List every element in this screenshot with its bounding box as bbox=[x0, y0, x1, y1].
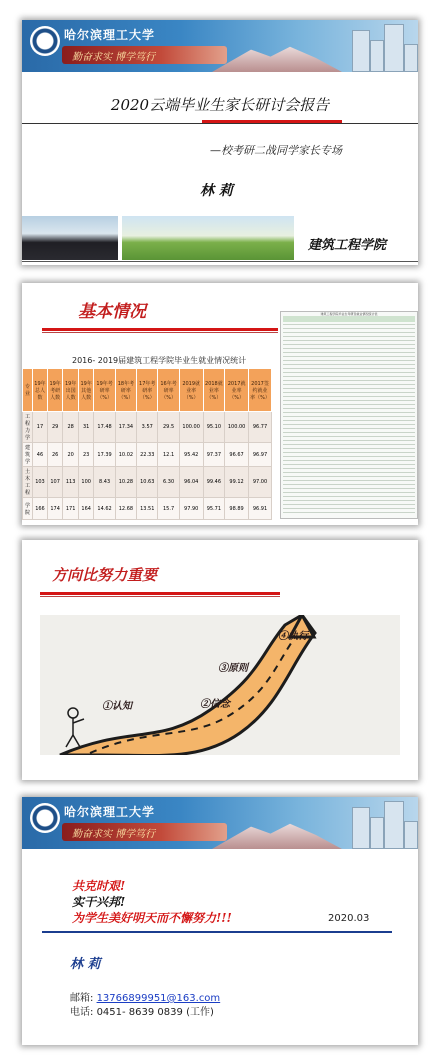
table-cell: 26 bbox=[47, 443, 63, 467]
table-cell: 98.89 bbox=[225, 498, 249, 520]
building-graphic bbox=[352, 807, 370, 849]
building-graphic bbox=[404, 821, 418, 849]
spreadsheet-row bbox=[283, 348, 415, 349]
cover-bottom-line bbox=[22, 261, 418, 262]
table-cell: 22.33 bbox=[137, 443, 158, 467]
building-graphic bbox=[384, 24, 404, 72]
graduates-photo bbox=[22, 216, 118, 260]
report-title: 2020云端毕业生家长研讨会报告 bbox=[110, 96, 330, 114]
university-motto: 勤奋求实 博学笃行 bbox=[72, 829, 156, 840]
table-cell: 97.00 bbox=[249, 467, 272, 498]
col-header: 专业 bbox=[23, 369, 33, 412]
table-cell: 164 bbox=[78, 498, 94, 520]
col-header: 19年考研人数 bbox=[47, 369, 63, 412]
step-principle: ③原则 bbox=[218, 663, 248, 674]
table-cell: 10.02 bbox=[115, 443, 136, 467]
spreadsheet-header bbox=[283, 316, 415, 322]
table-cell: 学院 bbox=[23, 498, 33, 520]
step-belief: ②信念 bbox=[200, 699, 230, 710]
spreadsheet-row bbox=[283, 328, 415, 329]
header-banner bbox=[22, 20, 418, 72]
road-illustration bbox=[40, 615, 400, 755]
heading-underline-red bbox=[40, 592, 280, 595]
table-cell: 95.10 bbox=[203, 412, 225, 443]
spreadsheet-row bbox=[283, 452, 415, 453]
table-cell: 20 bbox=[63, 443, 79, 467]
report-date: 2020.03 bbox=[328, 913, 370, 924]
spreadsheet-row bbox=[283, 412, 415, 413]
spreadsheet-row bbox=[283, 396, 415, 397]
mountain-graphic bbox=[212, 821, 342, 849]
author-name: 林 莉 bbox=[70, 957, 101, 972]
employment-stats-table bbox=[22, 368, 272, 520]
spreadsheet-row bbox=[283, 448, 415, 449]
table-cell: 174 bbox=[47, 498, 63, 520]
table-cell: 96.77 bbox=[249, 412, 272, 443]
table-row bbox=[23, 498, 272, 520]
table-cell: 99.12 bbox=[225, 467, 249, 498]
table-cell: 8.43 bbox=[94, 467, 115, 498]
col-header: 16年考研率（%） bbox=[158, 369, 179, 412]
building-graphic bbox=[404, 44, 418, 72]
spreadsheet-title: 建筑工程学院毕业生考研及就业情况统计表 bbox=[320, 312, 378, 316]
spreadsheet-row bbox=[283, 408, 415, 409]
table-cell: 103 bbox=[33, 467, 48, 498]
spreadsheet-row bbox=[283, 480, 415, 481]
section-heading: 方向比努力重要 bbox=[52, 566, 158, 584]
spreadsheet-row bbox=[283, 488, 415, 489]
table-cell: 13.51 bbox=[137, 498, 158, 520]
email-link[interactable]: 13766899951@163.com bbox=[96, 993, 221, 1004]
slide-closing bbox=[22, 797, 418, 1045]
university-logo-icon bbox=[30, 803, 60, 833]
table-row bbox=[23, 412, 272, 443]
author-name: 林 莉 bbox=[200, 183, 233, 199]
col-header: 19年考研率（%） bbox=[94, 369, 115, 412]
table-cell: 10.28 bbox=[115, 467, 136, 498]
col-header: 19年出国人数 bbox=[63, 369, 79, 412]
college-name: 建筑工程学院 bbox=[308, 238, 387, 253]
spreadsheet-row bbox=[283, 492, 415, 493]
slogan-line-1: 共克时艰! bbox=[72, 879, 126, 893]
spreadsheet-row bbox=[283, 336, 415, 337]
spreadsheet-row bbox=[283, 392, 415, 393]
spreadsheet-row bbox=[283, 368, 415, 369]
closing-divider bbox=[42, 931, 392, 933]
spreadsheet-row bbox=[283, 420, 415, 421]
building-graphic bbox=[384, 801, 404, 849]
spreadsheet-row bbox=[283, 464, 415, 465]
slide-direction bbox=[22, 540, 418, 780]
step-execution: ④执行 bbox=[278, 631, 308, 642]
col-header: 2018就业率（%） bbox=[203, 369, 225, 412]
spreadsheet-row bbox=[283, 468, 415, 469]
table-header-row bbox=[23, 369, 272, 412]
table-cell: 96.67 bbox=[225, 443, 249, 467]
table-cell: 113 bbox=[63, 467, 79, 498]
col-header: 2017签约就业率（%） bbox=[249, 369, 272, 412]
spreadsheet-row bbox=[283, 416, 415, 417]
table-cell: 17.48 bbox=[94, 412, 115, 443]
col-header: 2017就业率（%） bbox=[225, 369, 249, 412]
spreadsheet-row bbox=[283, 344, 415, 345]
mountain-graphic bbox=[212, 44, 342, 72]
table-cell: 17.34 bbox=[115, 412, 136, 443]
spreadsheet-row bbox=[283, 360, 415, 361]
col-header: 19年总人数 bbox=[33, 369, 48, 412]
report-subtitle: —校考研二战同学家长专场 bbox=[210, 144, 342, 157]
table-cell: 土木工程 bbox=[23, 467, 33, 498]
col-header: 18年考研率（%） bbox=[115, 369, 136, 412]
spreadsheet-row bbox=[283, 512, 415, 513]
spreadsheet-row bbox=[283, 508, 415, 509]
spreadsheet-row bbox=[283, 384, 415, 385]
table-cell: 31 bbox=[78, 412, 94, 443]
spreadsheet-row bbox=[283, 364, 415, 365]
spreadsheet-row bbox=[283, 460, 415, 461]
spreadsheet-row bbox=[283, 444, 415, 445]
spreadsheet-row bbox=[283, 476, 415, 477]
winding-road-graphic bbox=[40, 615, 400, 755]
step-cognition: ①认知 bbox=[102, 701, 132, 712]
table-cell: 95.71 bbox=[203, 498, 225, 520]
phone-note: (工作) bbox=[186, 1007, 214, 1018]
detail-spreadsheet-thumbnail bbox=[280, 311, 418, 519]
spreadsheet-row bbox=[283, 356, 415, 357]
header-banner bbox=[22, 797, 418, 849]
university-name: 哈尔滨理工大学 bbox=[64, 28, 156, 42]
table-cell: 17 bbox=[33, 412, 48, 443]
spreadsheet-row bbox=[283, 456, 415, 457]
email-line bbox=[70, 989, 220, 1004]
table-cell: 96.91 bbox=[249, 498, 272, 520]
slogan-line-2: 实干兴邦! bbox=[72, 895, 126, 909]
email-label: 邮箱: bbox=[70, 993, 94, 1004]
col-header: 19年其他人数 bbox=[78, 369, 94, 412]
spreadsheet-row bbox=[283, 400, 415, 401]
table-cell: 10.63 bbox=[137, 467, 158, 498]
heading-underline-red bbox=[42, 328, 278, 331]
table-cell: 14.62 bbox=[94, 498, 115, 520]
table-cell: 96.97 bbox=[249, 443, 272, 467]
spreadsheet-row bbox=[283, 376, 415, 377]
phone-line bbox=[70, 1003, 214, 1018]
spreadsheet-row bbox=[283, 340, 415, 341]
table-cell: 3.57 bbox=[137, 412, 158, 443]
university-name: 哈尔滨理工大学 bbox=[64, 805, 156, 819]
spreadsheet-row bbox=[283, 472, 415, 473]
university-motto: 勤奋求实 博学笃行 bbox=[72, 52, 156, 63]
building-graphic bbox=[352, 30, 370, 72]
table-cell: 100.00 bbox=[179, 412, 203, 443]
table-row bbox=[23, 467, 272, 498]
table-row bbox=[23, 443, 272, 467]
table-cell: 97.37 bbox=[203, 443, 225, 467]
spreadsheet-row bbox=[283, 388, 415, 389]
spreadsheet-row bbox=[283, 324, 415, 325]
table-cell: 6.30 bbox=[158, 467, 179, 498]
table-caption: 2016- 2019届建筑工程学院毕业生就业情况统计 bbox=[72, 356, 247, 365]
table-cell: 15.7 bbox=[158, 498, 179, 520]
table-cell: 12.1 bbox=[158, 443, 179, 467]
title-underline-thin bbox=[22, 123, 418, 124]
heading-underline-thin bbox=[40, 596, 280, 597]
table-cell: 171 bbox=[63, 498, 79, 520]
table-cell: 12.68 bbox=[115, 498, 136, 520]
table-cell: 96.04 bbox=[179, 467, 203, 498]
building-graphic bbox=[370, 817, 384, 849]
spreadsheet-row bbox=[283, 380, 415, 381]
spreadsheet-row bbox=[283, 424, 415, 425]
table-cell: 100 bbox=[78, 467, 94, 498]
table-cell: 29 bbox=[47, 412, 63, 443]
section-heading: 基本情况 bbox=[78, 302, 146, 322]
slide-basic-situation bbox=[22, 283, 418, 525]
spreadsheet-row bbox=[283, 332, 415, 333]
table-cell: 28 bbox=[63, 412, 79, 443]
table-cell: 23 bbox=[78, 443, 94, 467]
spreadsheet-row bbox=[283, 440, 415, 441]
table-cell: 99.46 bbox=[203, 467, 225, 498]
table-cell: 97.90 bbox=[179, 498, 203, 520]
campus-photo bbox=[122, 216, 294, 260]
spreadsheet-row bbox=[283, 428, 415, 429]
table-cell: 166 bbox=[33, 498, 48, 520]
university-logo-icon bbox=[30, 26, 60, 56]
spreadsheet-row bbox=[283, 372, 415, 373]
slogan-line-3: 为学生美好明天而不懈努力!!! bbox=[72, 911, 232, 925]
spreadsheet-row bbox=[283, 504, 415, 505]
spreadsheet-row bbox=[283, 500, 415, 501]
spreadsheet-row bbox=[283, 404, 415, 405]
table-cell: 46 bbox=[33, 443, 48, 467]
spreadsheet-row bbox=[283, 496, 415, 497]
building-graphic bbox=[370, 40, 384, 72]
col-header: 2019就业率（%） bbox=[179, 369, 203, 412]
col-header: 17年考研率（%） bbox=[137, 369, 158, 412]
table-cell: 工程力学 bbox=[23, 412, 33, 443]
spreadsheet-row bbox=[283, 352, 415, 353]
table-cell: 95.42 bbox=[179, 443, 203, 467]
table-cell: 17.39 bbox=[94, 443, 115, 467]
table-cell: 29.5 bbox=[158, 412, 179, 443]
slide-cover bbox=[22, 20, 418, 265]
spreadsheet-row bbox=[283, 436, 415, 437]
spreadsheet-row bbox=[283, 432, 415, 433]
spreadsheet-row bbox=[283, 484, 415, 485]
table-cell: 107 bbox=[47, 467, 63, 498]
phone-label: 电话: bbox=[70, 1007, 94, 1018]
heading-underline-thin bbox=[42, 332, 278, 333]
table-cell: 建筑学 bbox=[23, 443, 33, 467]
table-cell: 100.00 bbox=[225, 412, 249, 443]
phone-number: 0451- 8639 0839 bbox=[96, 1007, 183, 1018]
